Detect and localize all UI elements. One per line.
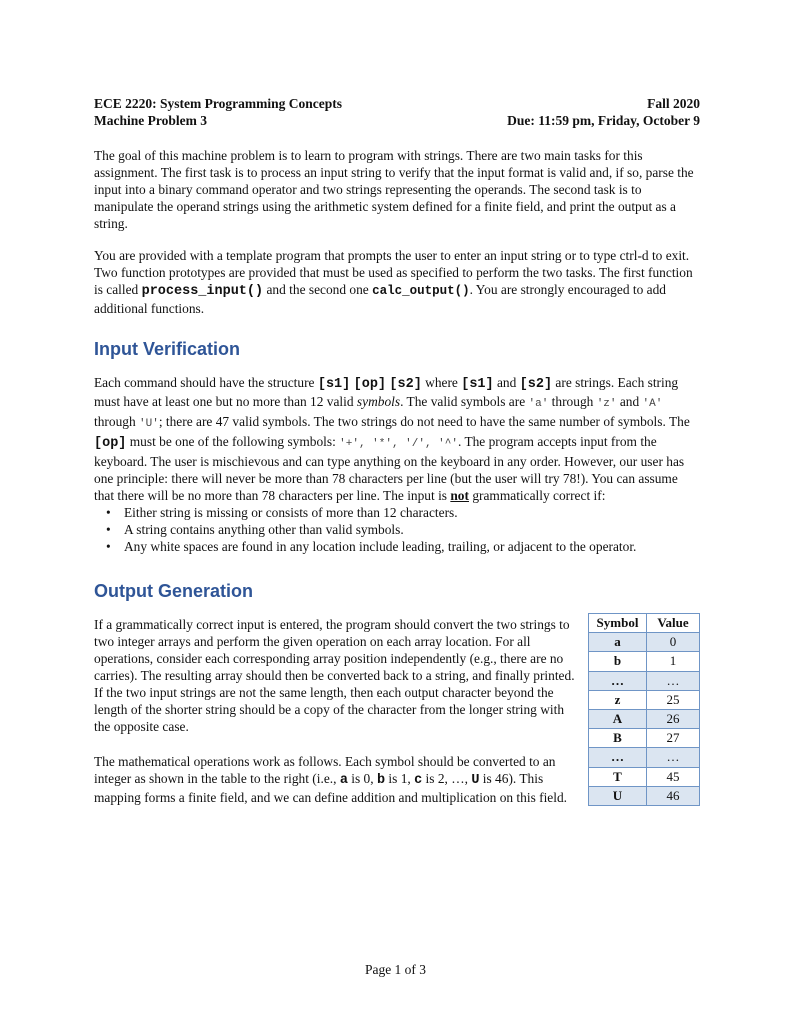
- intro-paragraph-2: You are provided with a template program that prompts the user to enter an input string or to type ctrl-d to exit. Two function prototypes are provided that must be used as specified to perform the two tasks. The first function is called process_input() and the second one calc_output(). You are strongly encouraged to add additional functions.: [94, 248, 693, 316]
- table-row: b 1: [589, 652, 700, 671]
- assignment-title: Machine Problem 3: [94, 113, 207, 128]
- invalid-input-rules: [94, 504, 700, 555]
- output-generation-section: [94, 616, 700, 806]
- document-header: [94, 95, 700, 129]
- page-number: Page 1 of 3: [364, 962, 427, 977]
- process-input-function: process_input(): [141, 284, 264, 299]
- output-paragraph-2: The mathematical operations work as follows. Each symbol should be converted to an integer as shown in the table to the right (i.e., a is 0, b is 1, c is 2, …, U is 46). This mapping forms a finite field, and we can define addition and multiplication on this field.: [94, 754, 568, 805]
- table-row: B 27: [589, 729, 700, 748]
- calc-output-function: calc_output(): [372, 284, 470, 298]
- intro-paragraph-1: The goal of this machine problem is to learn to program with strings. There are two main tasks for this assignment. The first task is to process an input string to verify that the input format is valid and, if so, parse the input into a binary command operator and two strings representing the operands. The second task is to manipulate the operand strings using the arithmetic system defined for a finite field, and print the output as a string.: [94, 148, 694, 231]
- operator-list: '+', '*', '/', '^': [339, 438, 458, 450]
- list-item: • A string contains anything other than valid symbols.: [94, 521, 700, 538]
- table-row: A 26: [589, 709, 700, 728]
- output-paragraph-1: If a grammatically correct input is entered, the program should convert the two strings to two integer arrays and perform the given operation on each array location. For all operations, consider each corresponding array position independently (e.g., there are no carries). The resulting array should then be converted back to a string, and finally printed. If the two input strings are not the same length, then each output character beyond the length of the shorter string should be a copy of the character from the longer string with the opposite case.: [94, 617, 575, 734]
- table-row: a 0: [589, 633, 700, 652]
- input-verification-heading: Input Verification: [94, 339, 241, 359]
- table-row: z 25: [589, 690, 700, 709]
- table-row: … …: [589, 671, 700, 690]
- input-verification-paragraph: Each command should have the structure [s1] [op] [s2] where [s1] and [s2] are strings. Each string must have at least one but no more than 12 valid symbols. The valid symbols are 'a' through 'z' and 'A' through 'U'; there are 47 valid symbols. The two strings do not need to have the same number of symbols. The [op] must be one of the following symbols: '+', '*', '/', '^'. The program accepts input from the keyboard. The user is mischievous and can type anything on the keyboard in any order. However, our user has one principle: there will never be more than 78 characters per line (but the user will try 78!). You can assume that there will be no more than 78 characters per line. The input is not grammatically correct if:: [94, 375, 690, 503]
- due-date: Due: 11:59 pm, Friday, October 9: [507, 113, 700, 128]
- document-page: [94, 95, 700, 806]
- list-item: • Either string is missing or consists of more than 12 characters.: [94, 504, 700, 521]
- term: Fall 2020: [647, 96, 700, 111]
- table-row: T 45: [589, 767, 700, 786]
- table-row: U 46: [589, 786, 700, 805]
- table-row: … …: [589, 748, 700, 767]
- value-column-header: Value: [647, 614, 700, 633]
- symbol-column-header: Symbol: [589, 614, 647, 633]
- course-title: ECE 2220: System Programming Concepts: [94, 96, 342, 111]
- table-header-row: [589, 614, 700, 633]
- output-generation-heading: Output Generation: [94, 581, 253, 601]
- list-item: • Any white spaces are found in any location include leading, trailing, or adjacent to the operator.: [94, 538, 700, 555]
- symbol-value-table: [588, 613, 700, 806]
